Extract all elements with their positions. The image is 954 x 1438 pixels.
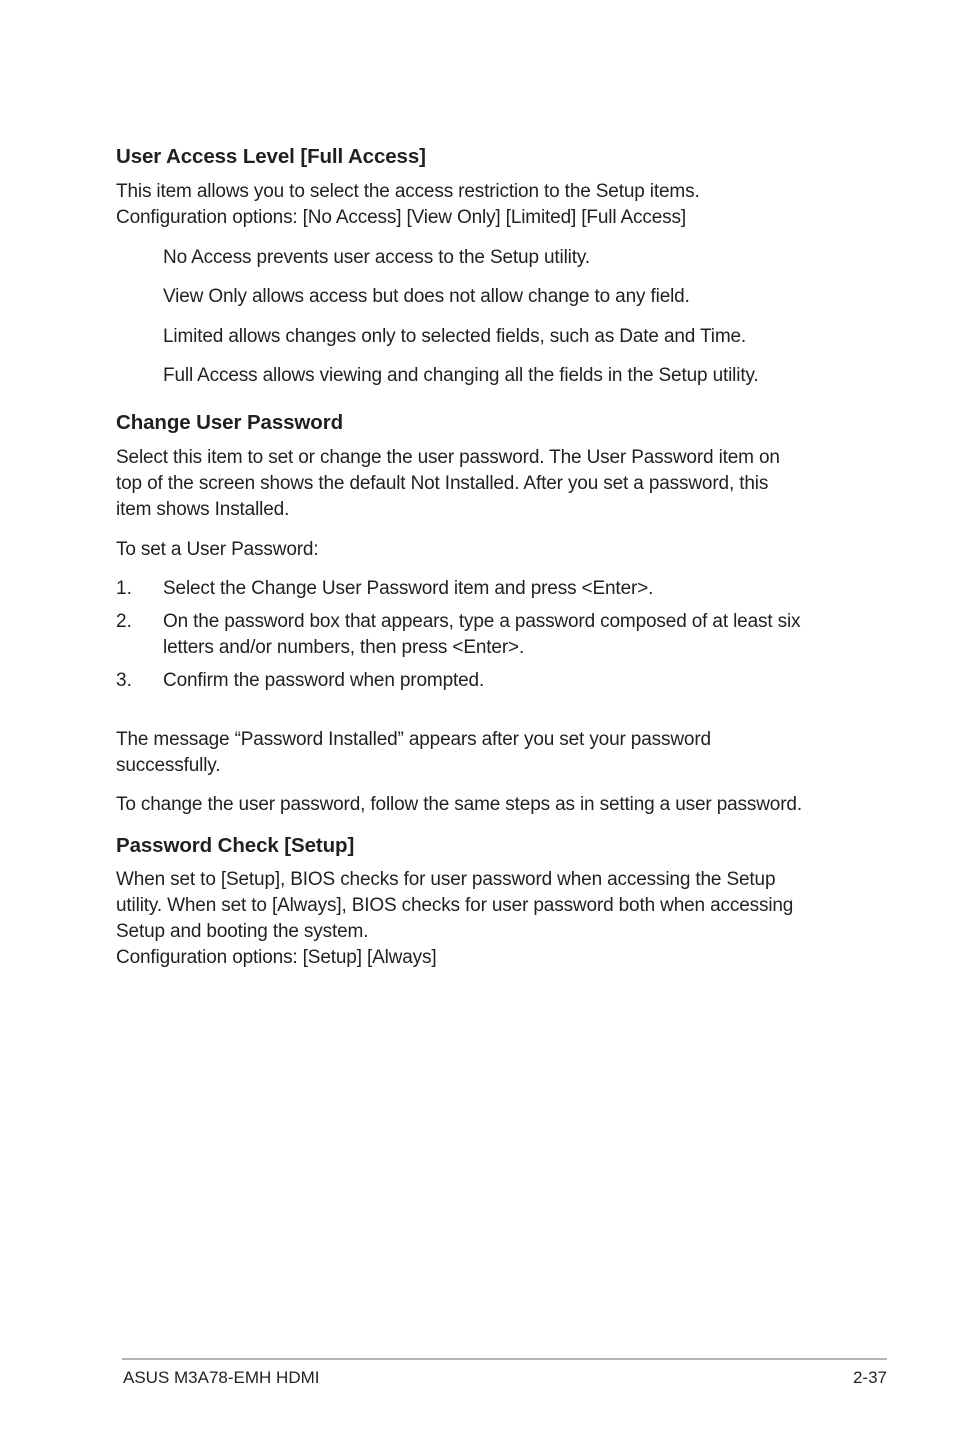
heading-change-user-password: Change User Password [116,411,343,434]
step-text: Select the Change User Password item and press <Enter>. [163,578,654,599]
step-text: letters and/or numbers, then press <Enter>. [163,637,525,658]
password-check-line: Setup and booting the system. [116,921,369,942]
option-no-access: No Access prevents user access to the Setup utility. [163,247,590,268]
step-text: Confirm the password when prompted. [163,670,485,691]
change-password-note: To change the user password, follow the same steps as in setting a user password. [116,794,802,815]
password-check-config-options: Configuration options: [Setup] [Always] [116,947,437,968]
change-password-intro-line: Select this item to set or change the user password. The User Password item on [116,447,780,468]
step-number: 3. [116,670,132,691]
heading-password-check: Password Check [Setup] [116,834,355,857]
step-text: On the password box that appears, type a password composed of at least six [163,611,801,632]
user-access-description: This item allows you to select the access restriction to the Setup items. [116,181,700,202]
step-number: 2. [116,611,132,632]
step-number: 1. [116,578,132,599]
option-view-only: View Only allows access but does not allow change to any field. [163,286,690,307]
password-check-line: When set to [Setup], BIOS checks for user password when accessing the Setup [116,869,776,890]
user-access-config-options: Configuration options: [No Access] [View Only] [Limited] [Full Access] [116,207,686,228]
footer-product-name: ASUS M3A78-EMH HDMI [123,1368,320,1387]
password-installed-message: The message “Password Installed” appears after you set your password [116,729,711,750]
footer-page-number: 2-37 [852,1368,887,1387]
change-password-intro-line: top of the screen shows the default Not Installed. After you set a password, this [116,473,769,494]
option-limited: Limited allows changes only to selected fields, such as Date and Time. [163,326,747,347]
change-password-intro-line: item shows Installed. [116,499,290,520]
to-set-password-label: To set a User Password: [116,539,319,560]
password-installed-message: successfully. [116,755,221,776]
footer-divider [122,1358,887,1360]
password-check-line: utility. When set to [Always], BIOS checks for user password both when accessing [116,895,794,916]
heading-user-access-level: User Access Level [Full Access] [116,145,426,168]
option-full-access: Full Access allows viewing and changing all the fields in the Setup utility. [163,365,759,386]
